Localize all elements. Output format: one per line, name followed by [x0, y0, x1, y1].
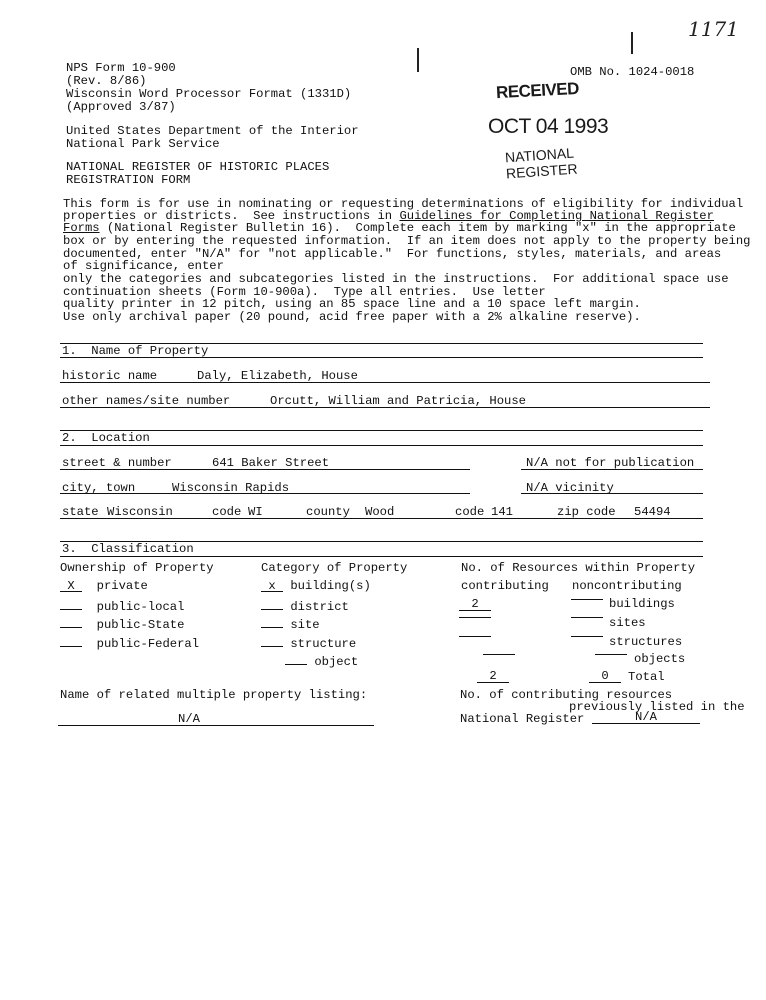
category-mark: x	[261, 581, 283, 592]
zip-value: 54494	[634, 505, 671, 519]
section-divider	[60, 445, 703, 446]
handwritten-number: 1171	[688, 17, 739, 41]
instructions-text: (National Register Bulletin 16). Complete each item by marking "x" in the appropriate	[99, 221, 736, 235]
contributing-sites	[459, 617, 491, 618]
instructions-line: continuation sheets (Form 10-900a). Type all entries. Use letter	[63, 285, 546, 299]
related-listing-label: Name of related multiple property listing:	[60, 688, 368, 702]
state-code-label: code	[212, 505, 242, 519]
noncontributing-header: noncontributing	[572, 579, 682, 593]
ownership-option	[60, 580, 148, 593]
section-divider	[60, 357, 703, 358]
category-option	[261, 636, 356, 651]
scan-mark	[631, 32, 633, 54]
section-heading: 3. Classification	[62, 542, 194, 556]
category-title: Category of Property	[261, 561, 408, 575]
resource-type-label: objects	[634, 652, 686, 666]
ownership-mark: X	[60, 581, 82, 592]
ownership-option	[60, 617, 184, 632]
noncontributing-objects	[595, 654, 627, 655]
agency-service: National Park Service	[66, 137, 220, 151]
form-approval: (Approved 3/87)	[66, 100, 176, 114]
ownership-label: public-local	[96, 600, 185, 614]
previously-listed-line1: No. of contributing resources	[460, 688, 673, 702]
noncontributing-sites	[571, 617, 603, 618]
section-divider	[60, 430, 703, 431]
related-listing-value: N/A	[178, 712, 200, 726]
field-underline	[60, 382, 710, 383]
field-underline	[521, 469, 703, 470]
instructions-text: properties or districts. See instructions in	[63, 209, 400, 223]
received-stamp-line1: NATIONAL	[504, 144, 575, 166]
category-option	[261, 580, 371, 593]
omb-number: OMB No. 1024-0018	[570, 65, 695, 79]
category-label: district	[290, 600, 349, 614]
other-names-label: other names/site number	[62, 394, 231, 408]
guidelines-title-end: Forms	[63, 221, 100, 235]
contributing-buildings: 2	[459, 599, 491, 611]
state-label: state	[62, 505, 99, 519]
historic-name-value: Daly, Elizabeth, House	[197, 369, 358, 383]
noncontributing-structures	[571, 636, 603, 637]
category-option	[261, 599, 349, 614]
noncontributing-total: 0	[589, 671, 621, 683]
category-mark	[285, 654, 307, 665]
ownership-option	[60, 599, 184, 614]
field-underline	[58, 725, 374, 726]
state-value: Wisconsin	[107, 505, 173, 519]
historic-name-label: historic name	[62, 369, 158, 383]
received-stamp-date: OCT 04 1993	[488, 115, 609, 138]
zip-label: zip code	[557, 505, 616, 519]
field-underline	[60, 469, 470, 470]
resource-type-label: sites	[609, 616, 646, 630]
instructions-line: documented, enter "N/A" for "not applicable." For functions, styles, materials, and areas	[63, 247, 722, 261]
instructions-line: Use only archival paper (20 pound, acid free paper with a 2% alkaline reserve).	[63, 310, 641, 324]
category-option	[285, 654, 358, 669]
resource-type-label: buildings	[609, 597, 675, 611]
ownership-label: public-Federal	[96, 637, 200, 651]
county-code-value: 141	[491, 505, 513, 519]
noncontributing-buildings	[571, 599, 603, 600]
state-code-value: WI	[248, 505, 263, 519]
city-value: Wisconsin Rapids	[172, 481, 290, 495]
ownership-option	[60, 636, 199, 651]
category-mark	[261, 599, 283, 610]
resource-type-label: Total	[628, 670, 665, 684]
contributing-header: contributing	[461, 579, 549, 593]
instructions-line: This form is for use in nominating or requesting determinations of eligibility for individual	[63, 197, 744, 211]
ownership-mark	[60, 636, 82, 647]
resource-type-label: structures	[609, 635, 683, 649]
instructions-line: box or by entering the requested information. If an item does not apply to the property being	[63, 234, 751, 248]
contributing-objects	[483, 654, 515, 655]
form-format: Wisconsin Word Processor Format (1331D)	[66, 87, 352, 101]
ownership-label: public-State	[96, 618, 185, 632]
category-mark	[261, 617, 283, 628]
form-title: NATIONAL REGISTER OF HISTORIC PLACES	[66, 160, 330, 174]
county-value: Wood	[365, 505, 395, 519]
vicinity: N/A vicinity	[526, 481, 614, 495]
category-option	[261, 617, 320, 632]
contributing-structures	[459, 636, 491, 637]
field-underline	[60, 518, 703, 519]
ownership-label: private	[96, 579, 148, 593]
previously-listed-label: National Register	[460, 712, 585, 726]
form-revision: (Rev. 8/86)	[66, 74, 147, 88]
ownership-mark	[60, 599, 82, 610]
form-number: NPS Form 10-900	[66, 61, 176, 75]
received-stamp-label: RECEIVED	[495, 78, 580, 103]
category-label: structure	[290, 637, 357, 651]
scan-mark	[417, 48, 419, 72]
other-names-value: Orcutt, William and Patricia, House	[270, 394, 526, 408]
previously-listed-line2: previously listed in the	[569, 700, 745, 714]
ownership-title: Ownership of Property	[60, 561, 214, 575]
instructions-line	[63, 222, 736, 235]
agency-department: United States Department of the Interior	[66, 124, 359, 138]
received-stamp-line2: REGISTER	[505, 160, 579, 182]
section-divider	[60, 556, 703, 557]
category-mark	[261, 636, 283, 647]
category-label: building(s)	[290, 579, 371, 593]
county-code-label: code	[455, 505, 485, 519]
previously-listed-value: N/A	[592, 711, 700, 724]
street-value: 641 Baker Street	[212, 456, 330, 470]
street-label: street & number	[62, 456, 172, 470]
guidelines-title: Guidelines for Completing National Register	[399, 209, 714, 223]
section-heading: 1. Name of Property	[62, 344, 209, 358]
category-label: object	[314, 655, 359, 669]
ownership-mark	[60, 617, 82, 628]
instructions-line: only the categories and subcategories listed in the instructions. For additional space use	[63, 272, 729, 286]
not-for-publication: N/A not for publication	[526, 456, 695, 470]
field-underline	[60, 493, 470, 494]
field-underline	[60, 407, 710, 408]
city-label: city, town	[62, 481, 136, 495]
resources-title: No. of Resources within Property	[461, 561, 696, 575]
field-underline	[521, 493, 703, 494]
section-heading: 2. Location	[62, 431, 150, 445]
form-subtitle: REGISTRATION FORM	[66, 173, 191, 187]
category-label: site	[290, 618, 320, 632]
contributing-total: 2	[477, 671, 509, 683]
county-label: county	[306, 505, 350, 519]
instructions-line: of significance, enter	[63, 259, 224, 273]
instructions-line: quality printer in 12 pitch, using an 85 space line and a 10 space left margin.	[63, 297, 641, 311]
